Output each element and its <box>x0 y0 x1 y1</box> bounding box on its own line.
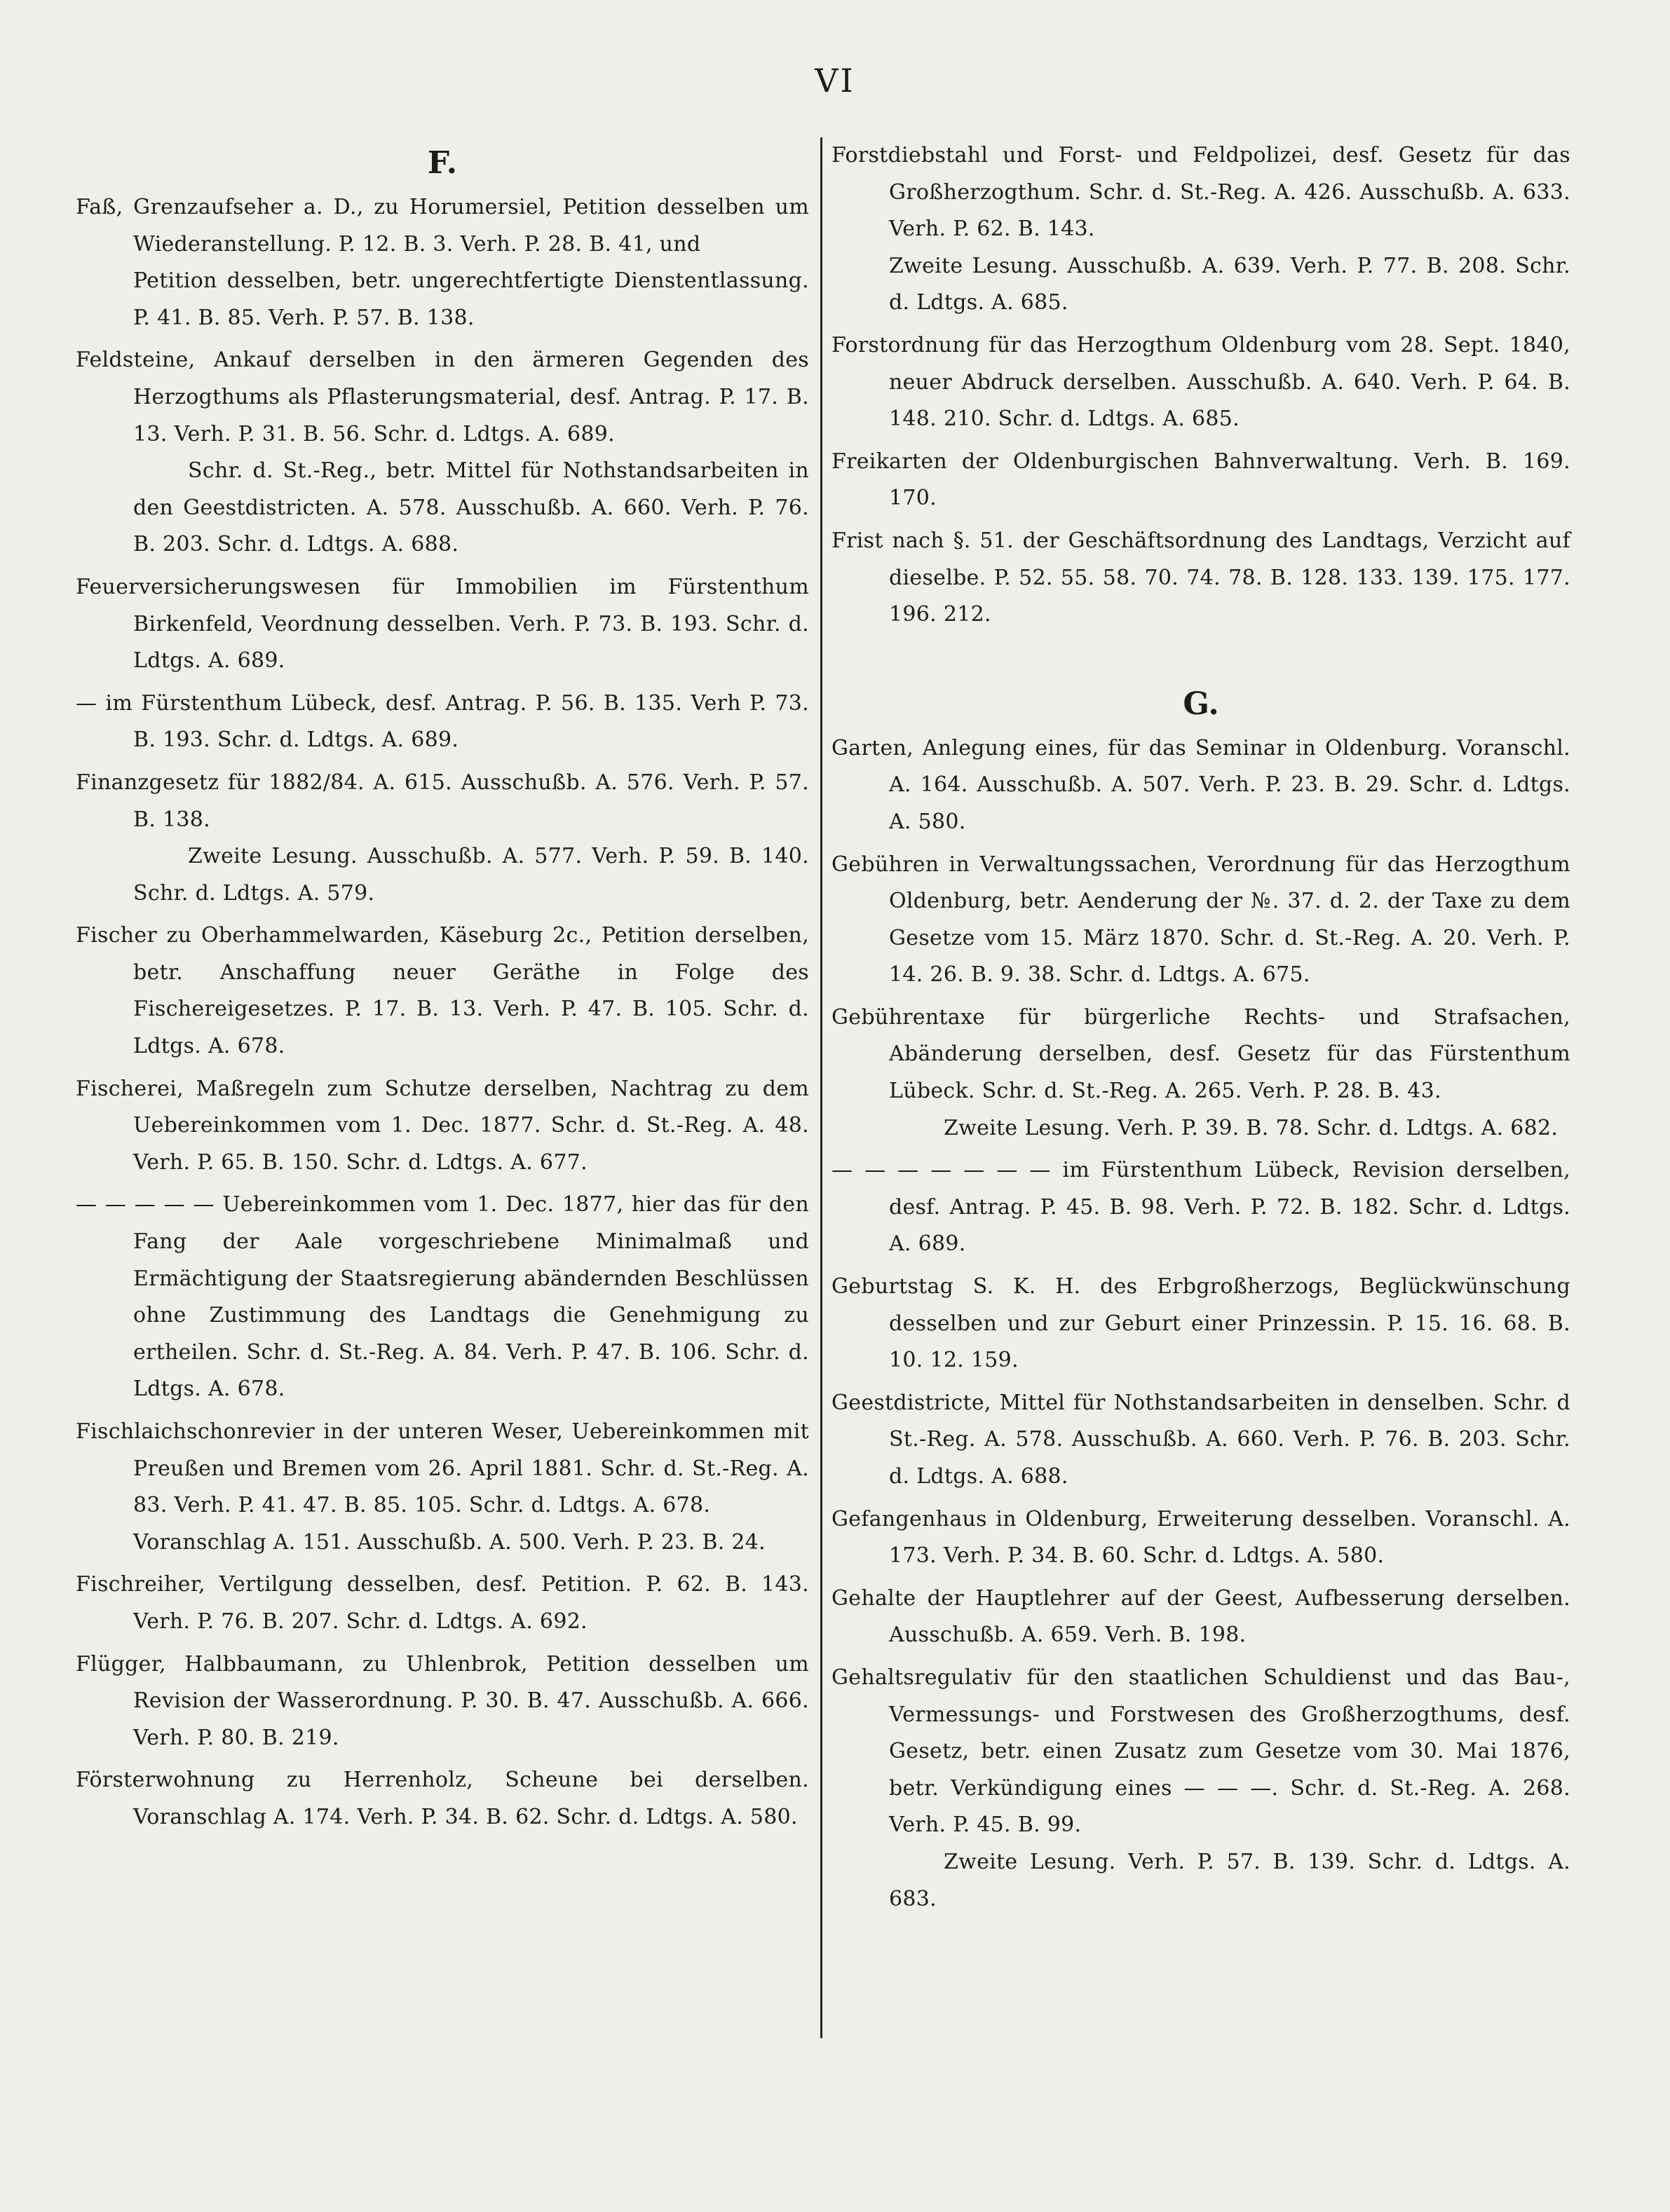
index-entry: Flügger, Halbbaumann, zu Uhlenbrok, Petition desselben um Revision der Wasserordnung. P. 30. B. 47. Ausschußb. A. 666. Verh. P. 80. B. 219. <box>76 1651 809 1750</box>
index-entry: Forstdiebstahl und Forst- und Feldpolizei, desf. Gesetz für das Großherzogthum. Schr. d. St.-Reg. A. 426. Ausschußb. A. 633. Verh. P. 62. B. 143. <box>831 143 1570 242</box>
index-entry: Zweite Lesung. Verh. P. 57. B. 139. Schr. d. Ldtgs. A. 683. <box>889 1849 1570 1911</box>
index-entry: Zweite Lesung. Ausschußb. A. 639. Verh. P. 77. B. 208. Schr. d. Ldtgs. A. 685. <box>889 253 1570 315</box>
index-entry: Geestdistricte, Mittel für Nothstandsarbeiten in denselben. Schr. d St.-Reg. A. 578. Ausschußb. A. 660. Verh. P. 76. B. 203. Schr. d. Ldtgs. A. 688. <box>831 1390 1570 1489</box>
index-entry: Garten, Anlegung eines, für das Seminar in Oldenburg. Voranschl. A. 164. Ausschußb. A. 507. Verh. P. 23. B. 29. Schr. d. Ldtgs. A. 580. <box>831 735 1570 834</box>
index-entry: Gehaltsregulativ für den staatlichen Schuldienst und das Bau-, Vermessungs- und Forstwesen des Großherzogthums, desf. Gesetz, betr. einen Zusatz zum Gesetze vom 30. Mai 1876, betr. Verkündigung eines — — —. Schr. d. St.-Reg. A. 268. Verh. P. 45. B. 99. <box>831 1665 1570 1838</box>
index-entry: Gefangenhaus in Oldenburg, Erweiterung desselben. Voranschl. A. 173. Verh. P. 34. B. 60. Schr. d. Ldtgs. A. 580. <box>831 1506 1570 1569</box>
index-entry: Gebührentaxe für bürgerliche Rechts- und Strafsachen, Abänderung derselben, desf. Gesetz für das Fürstenthum Lübeck. Schr. d. St.-Reg. A. 265. Verh. P. 28. B. 43. <box>831 1004 1570 1104</box>
right-column <box>831 137 1570 1923</box>
index-entry: Zweite Lesung. Ausschußb. A. 577. Verh. P. 59. B. 140. Schr. d. Ldtgs. A. 579. <box>133 844 809 906</box>
section-letter-f: F. <box>427 145 458 181</box>
index-entry: — — — — — Uebereinkommen vom 1. Dec. 1877, hier das für den Fang der Aale vorgeschriebene Minimalmaß und Ermächtigung der Staatsregierung abändernden Beschlüssen ohne Zustimmung des Landtags die Genehmigung zu ertheilen. Schr. d. St.-Reg. A. 84. Verh. P. 47. B. 106. Schr. d. Ldtgs. A. 678. <box>76 1192 809 1402</box>
section-letter-g: G. <box>1183 685 1219 722</box>
index-entry: Forstordnung für das Herzogthum Oldenburg vom 28. Sept. 1840, neuer Abdruck derselben. Ausschußb. A. 640. Verh. P. 64. B. 148. 210. Schr. d. Ldtgs. A. 685. <box>831 332 1570 432</box>
index-entry: Zweite Lesung. Verh. P. 39. B. 78. Schr. d. Ldtgs. A. 682. <box>944 1115 1559 1140</box>
index-entry: Gebühren in Verwaltungssachen, Verordnung für das Herzogthum Oldenburg, betr. Aenderung der №. 37. d. 2. der Taxe zu dem Gesetze vom 15. März 1870. Schr. d. St.-Reg. A. 20. Verh. P. 14. 26. B. 9. 38. Schr. d. Ldtgs. A. 675. <box>831 852 1570 988</box>
index-entry: Faß, Grenzaufseher a. D., zu Horumersiel, Petition desselben um Wiederanstellung. P. 12. B. 3. Verh. P. 28. B. 41, und <box>76 195 809 257</box>
left-column <box>76 137 809 1842</box>
index-entry: Fischerei, Maßregeln zum Schutze derselben, Nachtrag zu dem Uebereinkommen vom 1. Dec. 1877. Schr. d. St.-Reg. A. 48. Verh. P. 65. B. 150. Schr. d. Ldtgs. A. 677. <box>76 1076 809 1175</box>
index-entry: Feldsteine, Ankauf derselben in den ärmeren Gegenden des Herzogthums als Pflasterungsmaterial, desf. Antrag. P. 17. B. 13. Verh. P. 31. B. 56. Schr. d. Ldtgs. A. 689. <box>76 348 809 446</box>
right-entries-before <box>831 137 1570 634</box>
index-entry: — — — — — — — im Fürstenthum Lübeck, Revision derselben, desf. Antrag. P. 45. B. 98. Verh. P. 72. B. 182. Schr. d. Ldtgs. A. 689. <box>831 1158 1570 1257</box>
index-entry: Finanzgesetz für 1882/84. A. 615. Ausschußb. A. 576. Verh. P. 57. B. 138. <box>76 770 809 832</box>
index-entry: Frist nach §. 51. der Geschäftsordnung des Landtags, Verzicht auf dieselbe. P. 52. 55. 58. 70. 74. 78. B. 128. 133. 139. 175. 177. 196. 212. <box>831 528 1570 627</box>
index-entry: Fischer zu Oberhammelwarden, Käseburg 2c., Petition derselben, betr. Anschaffung neuer Geräthe in Folge des Fischereigesetzes. P. 17. B. 13. Verh. P. 47. B. 105. Schr. d. Ldtgs. A. 678. <box>76 923 809 1059</box>
index-entry: Fischlaichschonrevier in der unteren Weser, Uebereinkommen mit Preußen und Bremen vom 26. April 1881. Schr. d. St.-Reg. A. 83. Verh. P. 41. 47. B. 85. 105. Schr. d. Ldtgs. A. 678. <box>76 1419 809 1518</box>
index-entry: Voranschlag A. 151. Ausschußb. A. 500. Verh. P. 23. B. 24. <box>133 1529 766 1555</box>
index-entry: Geburtstag S. K. H. des Erbgroßherzogs, Beglückwünschung desselben und zur Geburt einer Prinzessin. P. 15. 16. 68. B. 10. 12. 159. <box>831 1274 1570 1373</box>
index-entry: Petition desselben, betr. ungerechtfertigte Dienstentlassung. P. 41. B. 85. Verh. P. 57. B. 138. <box>133 268 809 330</box>
index-entry: Försterwohnung zu Herrenholz, Scheune bei derselben. Voranschlag A. 174. Verh. P. 34. B. 62. Schr. d. Ldtgs. A. 580. <box>76 1768 809 1829</box>
index-entry: — im Fürstenthum Lübeck, desf. Antrag. P. 56. B. 135. Verh P. 73. B. 193. Schr. d. Ldtgs. A. 689. <box>76 690 809 753</box>
section-gap <box>831 639 1570 678</box>
right-entries-after <box>831 730 1570 1918</box>
index-entry: Gehalte der Hauptlehrer auf der Geest, Aufbesserung derselben. Ausschußb. A. 659. Verh. B. 198. <box>831 1585 1570 1648</box>
index-entry: Fischreiher, Vertilgung desselben, desf. Petition. P. 62. B. 143. Verh. P. 76. B. 207. Schr. d. Ldtgs. A. 692. <box>76 1572 809 1634</box>
index-entry: Freikarten der Oldenburgischen Bahnverwaltung. Verh. B. 169. 170. <box>831 449 1570 511</box>
left-entries <box>76 189 809 1836</box>
column-divider <box>820 137 822 2038</box>
index-entry: Feuerversicherungswesen für Immobilien im Fürstenthum Birkenfeld, Veordnung desselben. Verh. P. 73. B. 193. Schr. d. Ldtgs. A. 689. <box>76 574 809 674</box>
page-number: VI <box>815 62 855 100</box>
index-entry: Schr. d. St.-Reg., betr. Mittel für Nothstandsarbeiten in den Geestdistricten. A. 578. Ausschußb. A. 660. Verh. P. 76. B. 203. Schr. d. Ldtgs. A. 688. <box>133 458 809 557</box>
